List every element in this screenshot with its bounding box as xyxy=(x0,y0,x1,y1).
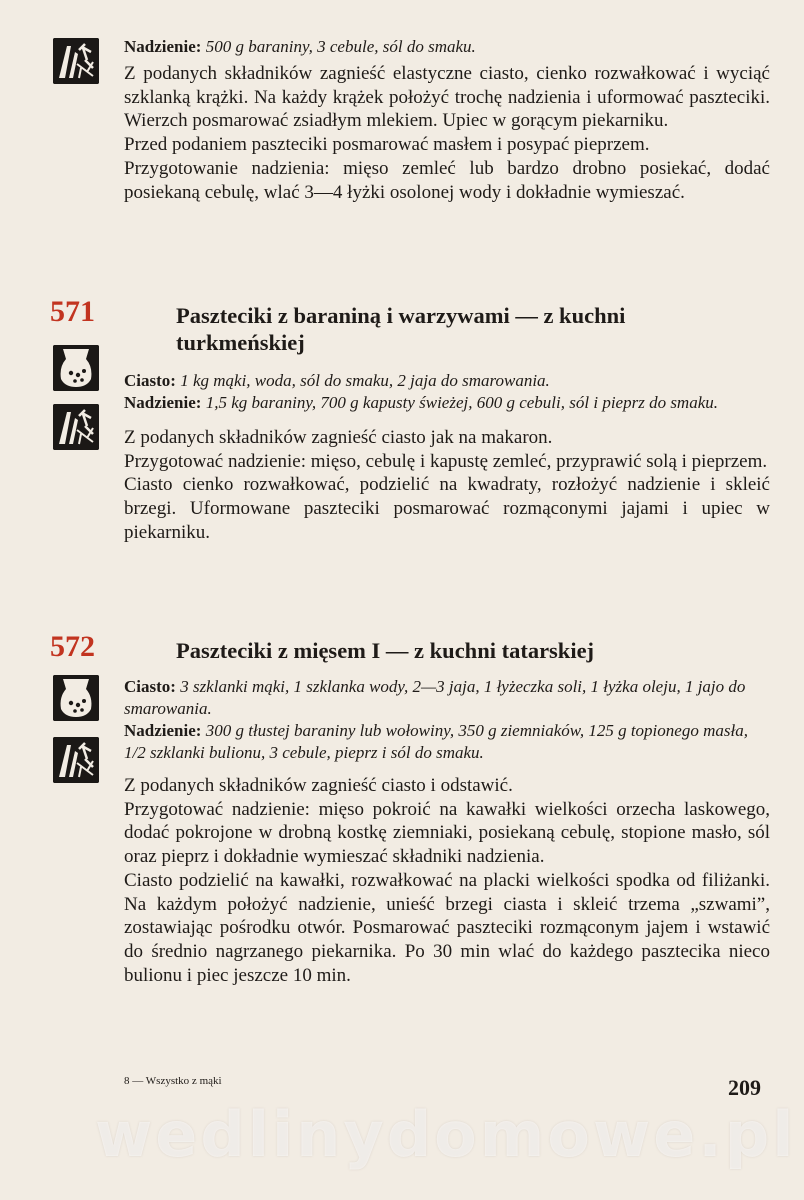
recipe-title: Paszteciki z baraniną i warzywami — z kuchni turkmeńskiej xyxy=(176,303,626,355)
dough-line xyxy=(124,676,770,720)
filling-text: 300 g tłustej baraniny lub wołowiny, 350 g ziemniaków, 125 g topionego masła, 1/2 szklanki bulionu, 3 cebule, pieprz i sól do smaku. xyxy=(124,721,748,762)
paragraph: Z podanych składników zagnieść elastyczne ciasto, cienko rozwałkować i wyciąć szklanką krążki. Na każdy krążek położyć trochę nadzienia i uformować paszteciki. Wierzch posmarować zsiadłym mlekiem. Upiec w gorącym piekarniku. xyxy=(124,63,770,132)
meat-vegetables-icon xyxy=(53,404,99,450)
filling-text: 500 g baraniny, 3 cebule, sól do smaku. xyxy=(205,37,476,56)
filling-line xyxy=(124,720,770,764)
recipe-571-body xyxy=(124,370,770,545)
filling-line xyxy=(124,392,770,414)
paragraph: Ciasto cienko rozwałkować, podzielić na kwadraty, rozłożyć nadzienie i skleić brzegi. Uformowane paszteciki posmarować rozmąconymi jajami i upiec w piekarniku. xyxy=(124,474,770,543)
footer-note: 8 — Wszystko z mąki xyxy=(124,1075,222,1087)
filling-text: 1,5 kg baraniny, 700 g kapusty świeżej, 600 g cebuli, sól i pieprz do smaku. xyxy=(205,393,719,412)
recipe-571-method xyxy=(124,426,770,545)
filling-label: Nadzienie: xyxy=(124,37,202,56)
recipe-number: 572 xyxy=(50,630,95,663)
dough-text: 1 kg mąki, woda, sól do smaku, 2 jaja do smarowania. xyxy=(180,371,550,390)
recipe-572-method xyxy=(124,774,770,987)
paragraph: Ciasto podzielić na kawałki, rozwałkować na placki wielkości spodka od filiżanki. Na każdym położyć nadzienie, unieść brzegi ciasta i skleić trzema „szwami”, zostawiając pośrodku otwór. Posmarować paszteciki rozmąconym jajem i wstawić do średnio nagrzanego piekarnika. Po 30 min wlać do każdego pasztecika nieco bulionu i piec jeszcze 10 min. xyxy=(124,869,770,986)
top-method xyxy=(124,62,770,204)
filling-label: Nadzienie: xyxy=(124,393,202,412)
filling-label: Nadzienie: xyxy=(124,721,202,740)
top-filling-line xyxy=(124,36,770,58)
meat-vegetables-icon xyxy=(53,737,99,783)
paragraph: Z podanych składników zagnieść ciasto jak na makaron. xyxy=(124,427,553,448)
page-number: 209 xyxy=(728,1075,761,1100)
watermark: wedlinydomowe.pl xyxy=(95,1098,797,1171)
dough-label: Ciasto: xyxy=(124,677,176,696)
paragraph: Z podanych składników zagnieść ciasto i odstawić. xyxy=(124,775,513,796)
meat-vegetables-icon xyxy=(53,38,99,84)
flour-sack-icon xyxy=(53,345,99,391)
recipe-572-body xyxy=(124,676,770,987)
paragraph: Przed podaniem paszteciki posmarować masłem i posypać pieprzem. xyxy=(124,134,650,156)
paragraph: Przygotowanie nadzienia: mięso zemleć lub bardzo drobno posiekać, dodać posiekaną cebulę, wlać 3—4 łyżki osolonej wody i dokładnie wymieszać. xyxy=(124,157,770,203)
flour-sack-icon xyxy=(53,675,99,721)
dough-label: Ciasto: xyxy=(124,371,176,390)
dough-line xyxy=(124,370,770,392)
recipe-number: 571 xyxy=(50,295,95,328)
recipe-title: Paszteciki z mięsem I — z kuchni tatarskiej xyxy=(176,638,595,663)
dough-text: 3 szklanki mąki, 1 szklanka wody, 2—3 jaja, 1 łyżeczka soli, 1 łyżka oleju, 1 jajo do smarowania. xyxy=(124,677,746,718)
paragraph: Przygotować nadzienie: mięso pokroić na kawałki wielkości orzecha laskowego, dodać pokrojone w drobną kostkę ziemniaki, posiekaną cebulę, stopione masło, sól oraz pieprz i dokładnie wymieszać składniki nadzienia. xyxy=(124,798,770,868)
top-block xyxy=(124,36,770,204)
paragraph: Przygotować nadzienie: mięso, cebulę i kapustę zemleć, przyprawić solą i pieprzem. xyxy=(124,450,768,472)
